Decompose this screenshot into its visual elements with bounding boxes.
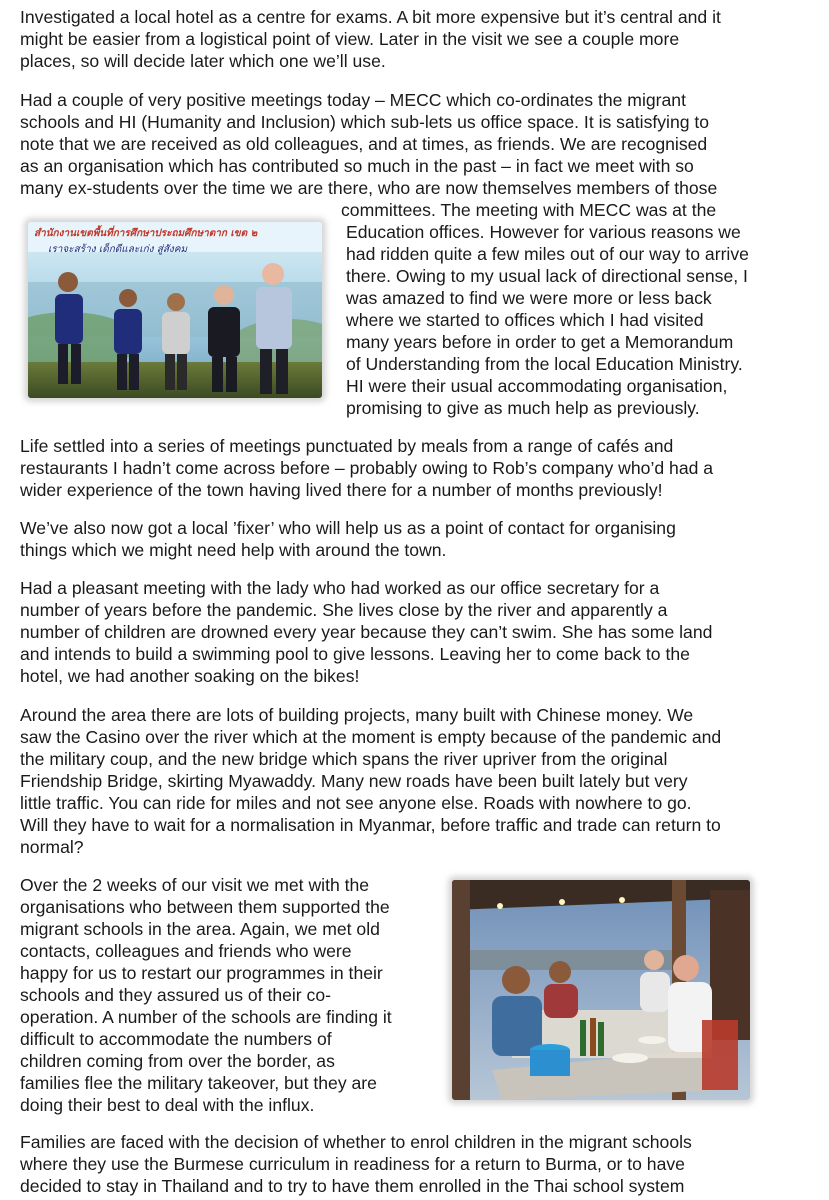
text-line: migrant schools in the area. Again, we met old — [20, 919, 380, 939]
text-line: and intends to build a swimming pool to give lessons. Leaving her to come back to the — [20, 644, 690, 664]
text-line: note that we are received as old colleagues, and at times, as friends. We are recognised — [20, 134, 708, 154]
text-line: Families are faced with the decision of whether to enrol children in the migrant schools — [20, 1132, 692, 1152]
text-line: contacts, colleagues and friends who were — [20, 941, 352, 961]
text-line: was amazed to find we were more or less back — [346, 288, 712, 308]
text-line: schools and they assured us of their co- — [20, 985, 331, 1005]
text-line: doing their best to deal with the influx. — [20, 1095, 315, 1115]
text-line: schools and HI (Humanity and Inclusion) which sub-lets us office space. It is satisfying to — [20, 112, 710, 132]
text-line: number of years before the pandemic. She lives close by the river and apparently a — [20, 600, 668, 620]
text-line: normal? — [20, 837, 84, 857]
text-line: number of children are drowned every year because they can’t swim. She has some land — [20, 622, 713, 642]
text-line: the military coup, and the new bridge which spans the river upriver from the original — [20, 749, 668, 769]
text-line: promising to give as much help as previously. — [346, 398, 700, 418]
text-line: Around the area there are lots of building projects, many built with Chinese money. We — [20, 705, 694, 725]
text-line: where we started to offices which I had visited — [346, 310, 704, 330]
text-line: little traffic. You can ride for miles and not see anyone else. Roads with nowhere to go. — [20, 793, 692, 813]
text-line: Over the 2 weeks of our visit we met with the — [20, 875, 370, 895]
text-line: Will they have to wait for a normalisation in Myanmar, before traffic and trade can return to — [20, 815, 721, 835]
text-line: Life settled into a series of meetings punctuated by meals from a range of cafés and — [20, 436, 674, 456]
text-line: places, so will decide later which one we’ll use. — [20, 51, 386, 71]
text-line: We’ve also now got a local ’fixer’ who will help us as a point of contact for organising — [20, 518, 676, 538]
text-line: organisations who between them supported the — [20, 897, 390, 917]
text-line: happy for us to restart our programmes in their — [20, 963, 383, 983]
text-line: difficult to accommodate the numbers of — [20, 1029, 332, 1049]
text-line: HI were their usual accommodating organisation, — [346, 376, 728, 396]
text-line: Education offices. However for various reasons we — [346, 222, 741, 242]
text-line: Had a couple of very positive meetings today – MECC which co-ordinates the migrant — [20, 90, 686, 110]
text-line: there. Owing to my usual lack of directional sense, I — [346, 266, 748, 286]
group-dinner-photo-icon — [452, 880, 750, 1100]
text-line: saw the Casino over the river which at the moment is empty because of the pandemic and — [20, 727, 722, 747]
banner-text-line2: เราจะสร้าง เด็กดีและเก่ง สู่สังคม — [48, 244, 188, 255]
banner-text-line1: สำนักงานเขตพื้นที่การศึกษาประถมศึกษาตาก เขต ๒ — [34, 228, 258, 239]
text-line: many years before in order to get a Memorandum — [346, 332, 734, 352]
text-line: where they use the Burmese curriculum in readiness for a return to Burma, or to have — [20, 1154, 685, 1174]
group-photo-at-education-office-icon — [28, 222, 322, 398]
text-line: Had a pleasant meeting with the lady who had worked as our office secretary for a — [20, 578, 660, 598]
text-line: Investigated a local hotel as a centre for exams. A bit more expensive but it’s central and it — [20, 7, 721, 27]
text-line: restaurants I hadn’t come across before – probably owing to Rob’s company who’d had a — [20, 458, 714, 478]
text-line: operation. A number of the schools are finding it — [20, 1007, 392, 1027]
text-line: Friendship Bridge, skirting Myawaddy. Many new roads have been built lately but very — [20, 771, 688, 791]
text-line: things which we might need help with around the town. — [20, 540, 447, 560]
text-line: might be easier from a logistical point of view. Later in the visit we see a couple more — [20, 29, 680, 49]
text-line: families flee the military takeover, but they are — [20, 1073, 377, 1093]
text-line: as an organisation which has contributed so much in the past – in fact we meet with so — [20, 156, 694, 176]
text-line: hotel, we had another soaking on the bikes! — [20, 666, 360, 686]
text-line: committees. The meeting with MECC was at the — [341, 200, 717, 220]
text-line: many ex-students over the time we are there, who are now themselves members of those — [20, 178, 718, 198]
text-line: had ridden quite a few miles out of our way to arrive — [346, 244, 749, 264]
text-line: wider experience of the town having lived there for a number of months previously! — [20, 480, 663, 500]
text-line: children coming from over the border, as — [20, 1051, 335, 1071]
text-line: of Understanding from the local Education Ministry. — [346, 354, 743, 374]
text-line: decided to stay in Thailand and to try to have them enrolled in the Thai school system — [20, 1176, 685, 1196]
